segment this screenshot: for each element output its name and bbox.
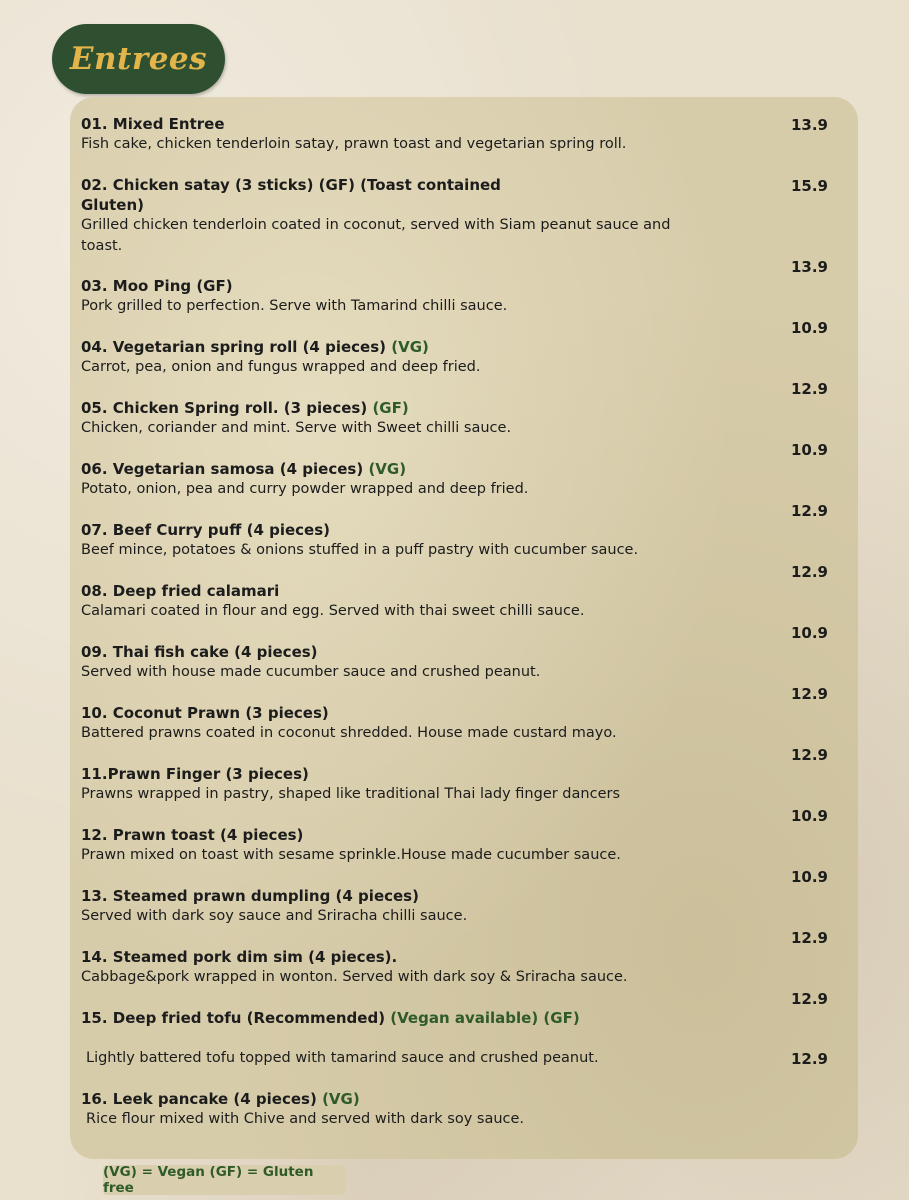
menu-item [81, 337, 701, 378]
menu-item [81, 459, 701, 500]
item-price: 13.9 [790, 116, 828, 134]
item-description: Beef mince, potatoes & onions stuffed in a puff pastry with cucumber sauce. [81, 542, 639, 558]
menu-item [81, 947, 701, 988]
item-price: 12.9 [790, 1050, 828, 1068]
menu-item-description-block [81, 215, 701, 256]
item-description: Carrot, pea, onion and fungus wrapped and deep fried. [81, 359, 481, 375]
menu-item [81, 175, 511, 215]
item-price: 13.9 [790, 258, 828, 276]
item-description: Lightly battered tofu topped with tamarind sauce and crushed peanut. [86, 1050, 599, 1066]
item-description: Potato, onion, pea and curry powder wrapped and deep fried. [81, 481, 529, 497]
item-description: Rice flour mixed with Chive and served with dark soy sauce. [86, 1111, 525, 1127]
item-description: Fish cake, chicken tenderloin satay, prawn toast and vegetarian spring roll. [81, 136, 627, 152]
menu-item [81, 1089, 701, 1130]
dietary-tag: (VG) [391, 338, 429, 356]
item-description: Prawns wrapped in pastry, shaped like traditional Thai lady finger dancers [81, 786, 620, 802]
menu-item [81, 398, 701, 439]
item-description: Calamari coated in flour and egg. Served with thai sweet chilli sauce. [81, 603, 585, 619]
dietary-tag: (GF) [372, 399, 409, 417]
menu-panel [70, 97, 858, 1159]
item-price: 12.9 [790, 746, 828, 764]
section-title: Entrees [69, 41, 208, 77]
menu-item [81, 764, 701, 805]
item-name: 09. Thai fish cake (4 pieces) [81, 643, 318, 661]
item-name: 05. Chicken Spring roll. (3 pieces) (GF) [81, 399, 409, 417]
item-description: Cabbage&pork wrapped in wonton. Served with dark soy & Sriracha sauce. [81, 969, 628, 985]
section-title-badge [52, 24, 225, 94]
menu-item [81, 642, 701, 683]
dietary-tag: (Vegan available) (GF) [390, 1009, 580, 1027]
menu-item [81, 1008, 701, 1028]
menu-item-description-block [86, 1048, 706, 1069]
item-name: 13. Steamed prawn dumpling (4 pieces) [81, 887, 419, 905]
dietary-tag: (VG) [368, 460, 407, 478]
menu-item [81, 581, 701, 622]
menu-item [81, 886, 701, 927]
item-price: 10.9 [790, 624, 828, 642]
menu-item [81, 276, 701, 317]
item-price: 10.9 [790, 441, 828, 459]
item-name: 04. Vegetarian spring roll (4 pieces) (VG) [81, 338, 429, 356]
item-name: 07. Beef Curry puff (4 pieces) [81, 521, 331, 539]
item-name: 01. Mixed Entree [81, 115, 225, 133]
item-price: 12.9 [790, 929, 828, 947]
item-description: Served with house made cucumber sauce and crushed peanut. [81, 664, 541, 680]
item-name: 08. Deep fried calamari [81, 582, 280, 600]
menu-item [81, 703, 701, 744]
item-description: Pork grilled to perfection. Serve with Tamarind chilli sauce. [81, 298, 508, 314]
item-description: Chicken, coriander and mint. Serve with Sweet chilli sauce. [81, 420, 512, 436]
item-name: 06. Vegetarian samosa (4 pieces) (VG) [81, 460, 407, 478]
item-price: 12.9 [790, 990, 828, 1008]
item-name: 02. Chicken satay (3 sticks) (GF) (Toast contained Gluten) [81, 176, 501, 214]
item-name: 14. Steamed pork dim sim (4 pieces). [81, 948, 398, 966]
item-name: 10. Coconut Prawn (3 pieces) [81, 704, 329, 722]
menu-item [81, 114, 701, 155]
item-name: 16. Leek pancake (4 pieces) (VG) [81, 1090, 360, 1108]
item-price: 12.9 [790, 563, 828, 581]
dietary-legend: (VG) = Vegan (GF) = Gluten free [103, 1165, 346, 1195]
item-price: 15.9 [790, 177, 828, 195]
item-price: 10.9 [790, 807, 828, 825]
item-name: 15. Deep fried tofu (Recommended) (Vegan available) (GF) [81, 1009, 580, 1027]
item-description: Prawn mixed on toast with sesame sprinkle.House made cucumber sauce. [81, 847, 621, 863]
item-price: 10.9 [790, 868, 828, 886]
item-price: 10.9 [790, 319, 828, 337]
menu-item [81, 520, 701, 561]
item-description: Battered prawns coated in coconut shredded. House made custard mayo. [81, 725, 617, 741]
item-price: 12.9 [790, 502, 828, 520]
item-name: 11.Prawn Finger (3 pieces) [81, 765, 309, 783]
item-description: Grilled chicken tenderloin coated in coconut, served with Siam peanut sauce and toast. [81, 217, 671, 254]
item-description: Served with dark soy sauce and Sriracha chilli sauce. [81, 908, 468, 924]
item-price: 12.9 [790, 380, 828, 398]
item-price: 12.9 [790, 685, 828, 703]
item-name: 12. Prawn toast (4 pieces) [81, 826, 304, 844]
dietary-tag: (VG) [322, 1090, 360, 1108]
item-name: 03. Moo Ping (GF) [81, 277, 233, 295]
menu-item [81, 825, 701, 866]
